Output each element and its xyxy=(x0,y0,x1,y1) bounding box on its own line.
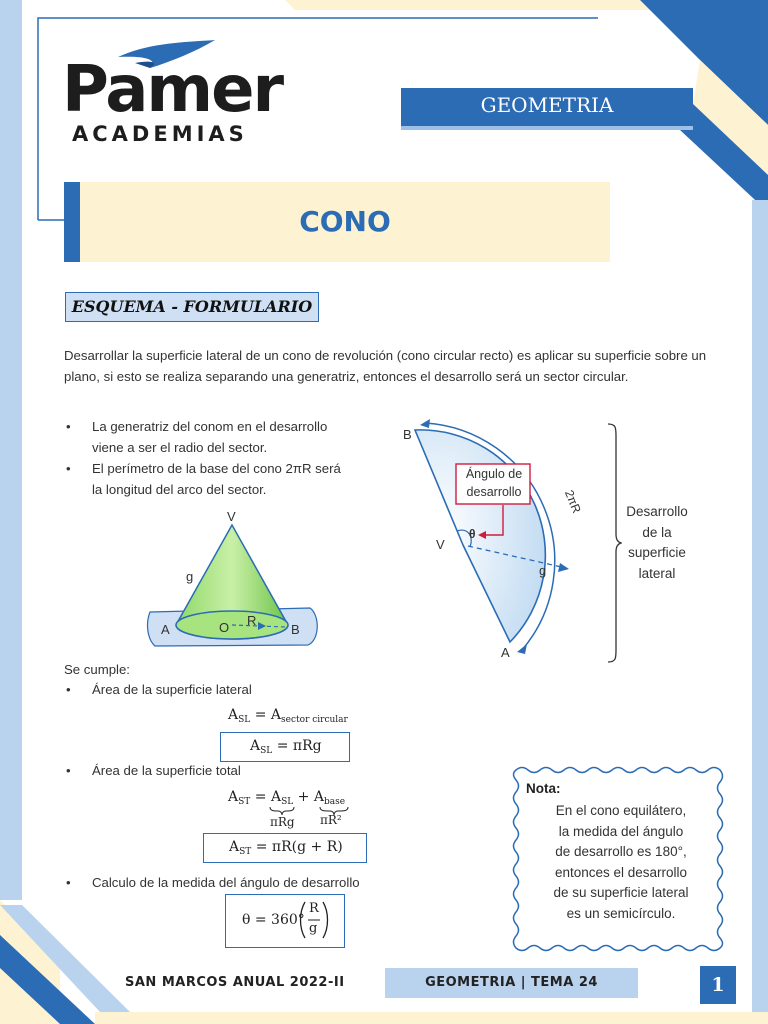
bullet-item xyxy=(66,458,376,500)
page-title: CONO xyxy=(299,205,391,238)
footer-topic: GEOMETRIA | TEMA 24 xyxy=(385,968,638,998)
fraction-denominator: g xyxy=(309,921,318,936)
eq-symbol: A xyxy=(228,707,239,723)
bullet-line: viene a ser el radio del sector. xyxy=(92,440,268,455)
note-line: En el cono equilátero, xyxy=(555,803,687,818)
cone-label-o: O xyxy=(219,620,230,635)
sector-label-b: B xyxy=(403,427,412,442)
angle-box-line: Ángulo de xyxy=(465,467,523,481)
eq-symbol: A xyxy=(270,789,282,805)
area-total-equation: $A_{ST} = A_{SL} + A_{base}$ xyxy=(228,789,346,807)
eq-subscript: SL xyxy=(281,797,294,807)
bullet-dot: • xyxy=(66,461,71,476)
eq-rhs: = πR(g + R) xyxy=(255,839,343,855)
area-total-formula xyxy=(229,839,343,857)
eq-subscript: SL xyxy=(238,715,251,725)
desarrollo-line: Desarrollo xyxy=(626,504,688,519)
note-title: Nota: xyxy=(526,781,561,796)
eq-symbol: A xyxy=(270,707,282,723)
desarrollo-line: superficie xyxy=(628,545,686,560)
eq-subscript: SL xyxy=(260,746,273,756)
cone-label-r: R xyxy=(247,613,257,628)
eq-subscript: ST xyxy=(238,797,251,807)
underbrace-value: πR² xyxy=(320,813,342,827)
area-lateral-title: Área de la superficie lateral xyxy=(92,682,252,697)
eq-rhs: = πRg xyxy=(276,738,322,754)
bullet-dot: • xyxy=(66,875,71,890)
sector-label-v: V xyxy=(436,537,445,552)
subject-banner: GEOMETRIA xyxy=(401,88,693,126)
note-line: de su superficie lateral xyxy=(553,885,689,900)
area-lateral-equation: $A_{SL} = A_{sector circular}$ xyxy=(228,707,348,725)
title-accent-bar xyxy=(64,182,80,262)
desarrollo-label xyxy=(620,502,694,584)
bullet-line: la longitud del arco del sector. xyxy=(92,482,267,497)
eq-symbol: A xyxy=(228,789,239,805)
cone-label-g: g xyxy=(186,569,194,584)
eq-plus: + xyxy=(297,789,310,805)
eq-symbol: A xyxy=(313,789,324,805)
cone-label-b: B xyxy=(291,622,300,637)
bullet-dot: • xyxy=(66,763,71,778)
sector-label-g: g xyxy=(539,563,547,578)
logo-subtitle: ACADEMIAS xyxy=(72,122,248,146)
note-line: es un semicírculo. xyxy=(566,905,676,921)
eq-subscript: base xyxy=(323,797,346,807)
note-body xyxy=(526,801,716,924)
sector-label-theta: θ xyxy=(469,527,476,541)
eq-symbol: A xyxy=(250,738,261,754)
eq-symbol: A xyxy=(229,839,240,855)
logo-word: Pamer xyxy=(62,53,283,127)
bullet-line: La generatriz del conom en el desarrollo xyxy=(92,419,328,434)
bullet-dot: • xyxy=(66,419,71,434)
cone-diagram xyxy=(140,505,340,655)
sector-label-a: A xyxy=(501,645,510,660)
sector-diagram xyxy=(398,415,598,665)
note-line: la medida del ángulo xyxy=(558,823,684,839)
cone-label-v: V xyxy=(227,509,236,524)
cone-label-a: A xyxy=(161,622,170,637)
angle-box-line: desarrollo xyxy=(466,485,522,499)
note-line: de desarrollo es 180°, xyxy=(555,844,687,859)
angulo-lhs: θ = 360° xyxy=(242,912,305,928)
page-number: 1 xyxy=(700,966,736,1004)
intro-paragraph: Desarrollar la superficie lateral de un cono de revolución (cono circular recto) es aplicar su superficie sobre un plano, si esto se realiza separando una generatriz, entonces el desarrollo será un sector circular. xyxy=(64,348,707,384)
underbrace-value: πRg xyxy=(270,815,295,829)
note-line: entonces el desarrollo xyxy=(554,864,688,880)
section-label: ESQUEMA - FORMULARIO xyxy=(65,292,319,322)
bullet-area-total xyxy=(66,760,386,781)
bullet-angulo xyxy=(66,872,396,893)
area-lateral-formula xyxy=(250,738,322,756)
eq-subscript: sector circular xyxy=(281,715,348,725)
bullet-dot: • xyxy=(66,682,71,697)
sector-label-arc: 2πR xyxy=(562,488,584,516)
desarrollo-line: lateral xyxy=(638,565,676,581)
footer-course: SAN MARCOS ANUAL 2022-II xyxy=(125,975,345,990)
fraction-numerator: R xyxy=(309,901,319,916)
desarrollo-line: de la xyxy=(642,524,672,540)
bullet-area-lateral xyxy=(66,679,386,700)
bullet-item xyxy=(66,416,376,458)
bullet-line: El perímetro de la base del cono 2πR será xyxy=(92,461,341,476)
se-cumple: Se cumple: xyxy=(64,662,130,677)
area-total-title: Área de la superficie total xyxy=(92,763,241,778)
eq-subscript: ST xyxy=(239,847,252,857)
angulo-title: Calculo de la medida del ángulo de desarrollo xyxy=(92,875,360,890)
